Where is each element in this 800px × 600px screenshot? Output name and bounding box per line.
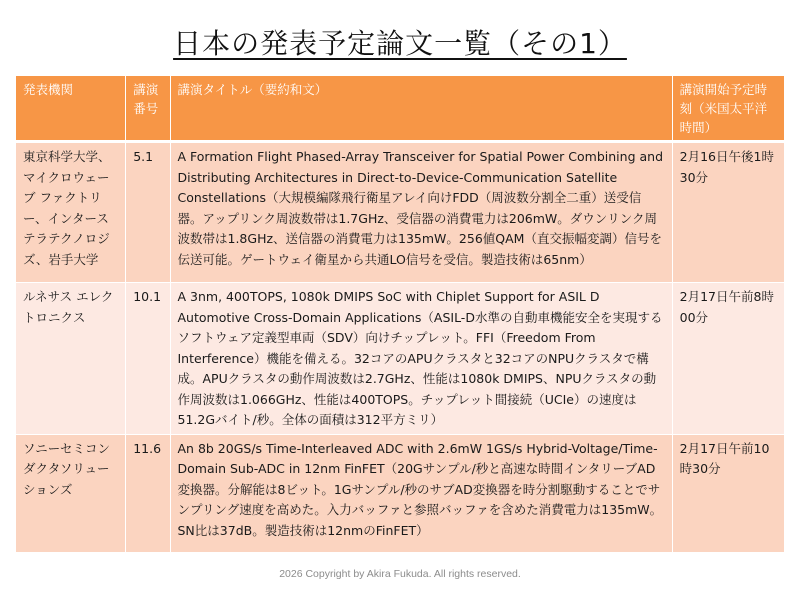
cell-time: 2月17日午前10時30分 <box>672 434 784 552</box>
cell-title: A Formation Flight Phased-Array Transceiver for Spatial Power Combining and Distributing Architectures in Direct-to-Device-Communication Satellite Constellations（大規模編隊飛行衛星アレイ向けFDD（周波数分割全二重）送受信器。アップリンク周波数帯は1.7GHz、受信器の消費電力は206mW。ダウンリンク周波数帯は1.8GHz、送信器の消費電力は135mW。256値QAM（直交振幅変調）信号を伝送可能。ゲートウェイ衛星から共通LO信号を受信。製造技術は65nm） <box>170 142 672 283</box>
cell-number: 5.1 <box>126 142 170 283</box>
header-number: 講演番号 <box>126 76 170 142</box>
header-organization: 発表機関 <box>16 76 126 142</box>
cell-title: A 3nm, 400TOPS, 1080k DMIPS SoC with Chiplet Support for ASIL D Automotive Cross-Domain Applications（ASIL-D水準の自動車機能安全を実現するソフトウェア定義型車両（SDV）向けチップレット。FFI（Freedom From Interference）機能を備える。32コアのAPUクラスタと32コアのNPUクラスタで構成。APUクラスタの動作周波数は2.7GHz、性能は1080k DMIPS、NPUクラスタの動作周波数は1.066GHz、性能は400TOPS。チップレット間接続（UCIe）の速度は51.2Gバイト/秒。全体の面積は312平方ミリ） <box>170 283 672 435</box>
table-row <box>16 434 784 552</box>
page-title-text: 日本の発表予定論文一覧（その1） <box>173 27 627 60</box>
cell-time: 2月16日午後1時30分 <box>672 142 784 283</box>
papers-table <box>16 76 784 553</box>
table-header-row <box>16 76 784 142</box>
cell-time: 2月17日午前8時00分 <box>672 283 784 435</box>
cell-number: 10.1 <box>126 283 170 435</box>
cell-organization: 東京科学大学、マイクロウェーブ ファクトリー、インターステラテクノロジズ、岩手大学 <box>16 142 126 283</box>
header-title: 講演タイトル（要約和文） <box>170 76 672 142</box>
page-title <box>0 26 800 62</box>
header-time: 講演開始予定時刻（米国太平洋時間） <box>672 76 784 142</box>
table-row <box>16 283 784 435</box>
cell-organization: ルネサス エレクトロニクス <box>16 283 126 435</box>
copyright-footer: 2026 Copyright by Akira Fukuda. All rights reserved. <box>279 568 521 580</box>
cell-number: 11.6 <box>126 434 170 552</box>
cell-title: An 8b 20GS/s Time-Interleaved ADC with 2.6mW 1GS/s Hybrid-Voltage/Time-Domain Sub-ADC in 12nm FinFET（20Gサンプル/秒と高速な時間インタリーブAD変換器。分解能は8ビット。1Gサンプル/秒のサブAD変換器を時分割駆動することでサンプリング速度を高めた。入力バッファと参照バッファを含めた消費電力は135mW。SN比は37dB。製造技術は12nmのFinFET） <box>170 434 672 552</box>
cell-organization: ソニーセミコンダクタソリューションズ <box>16 434 126 552</box>
table-row <box>16 142 784 283</box>
